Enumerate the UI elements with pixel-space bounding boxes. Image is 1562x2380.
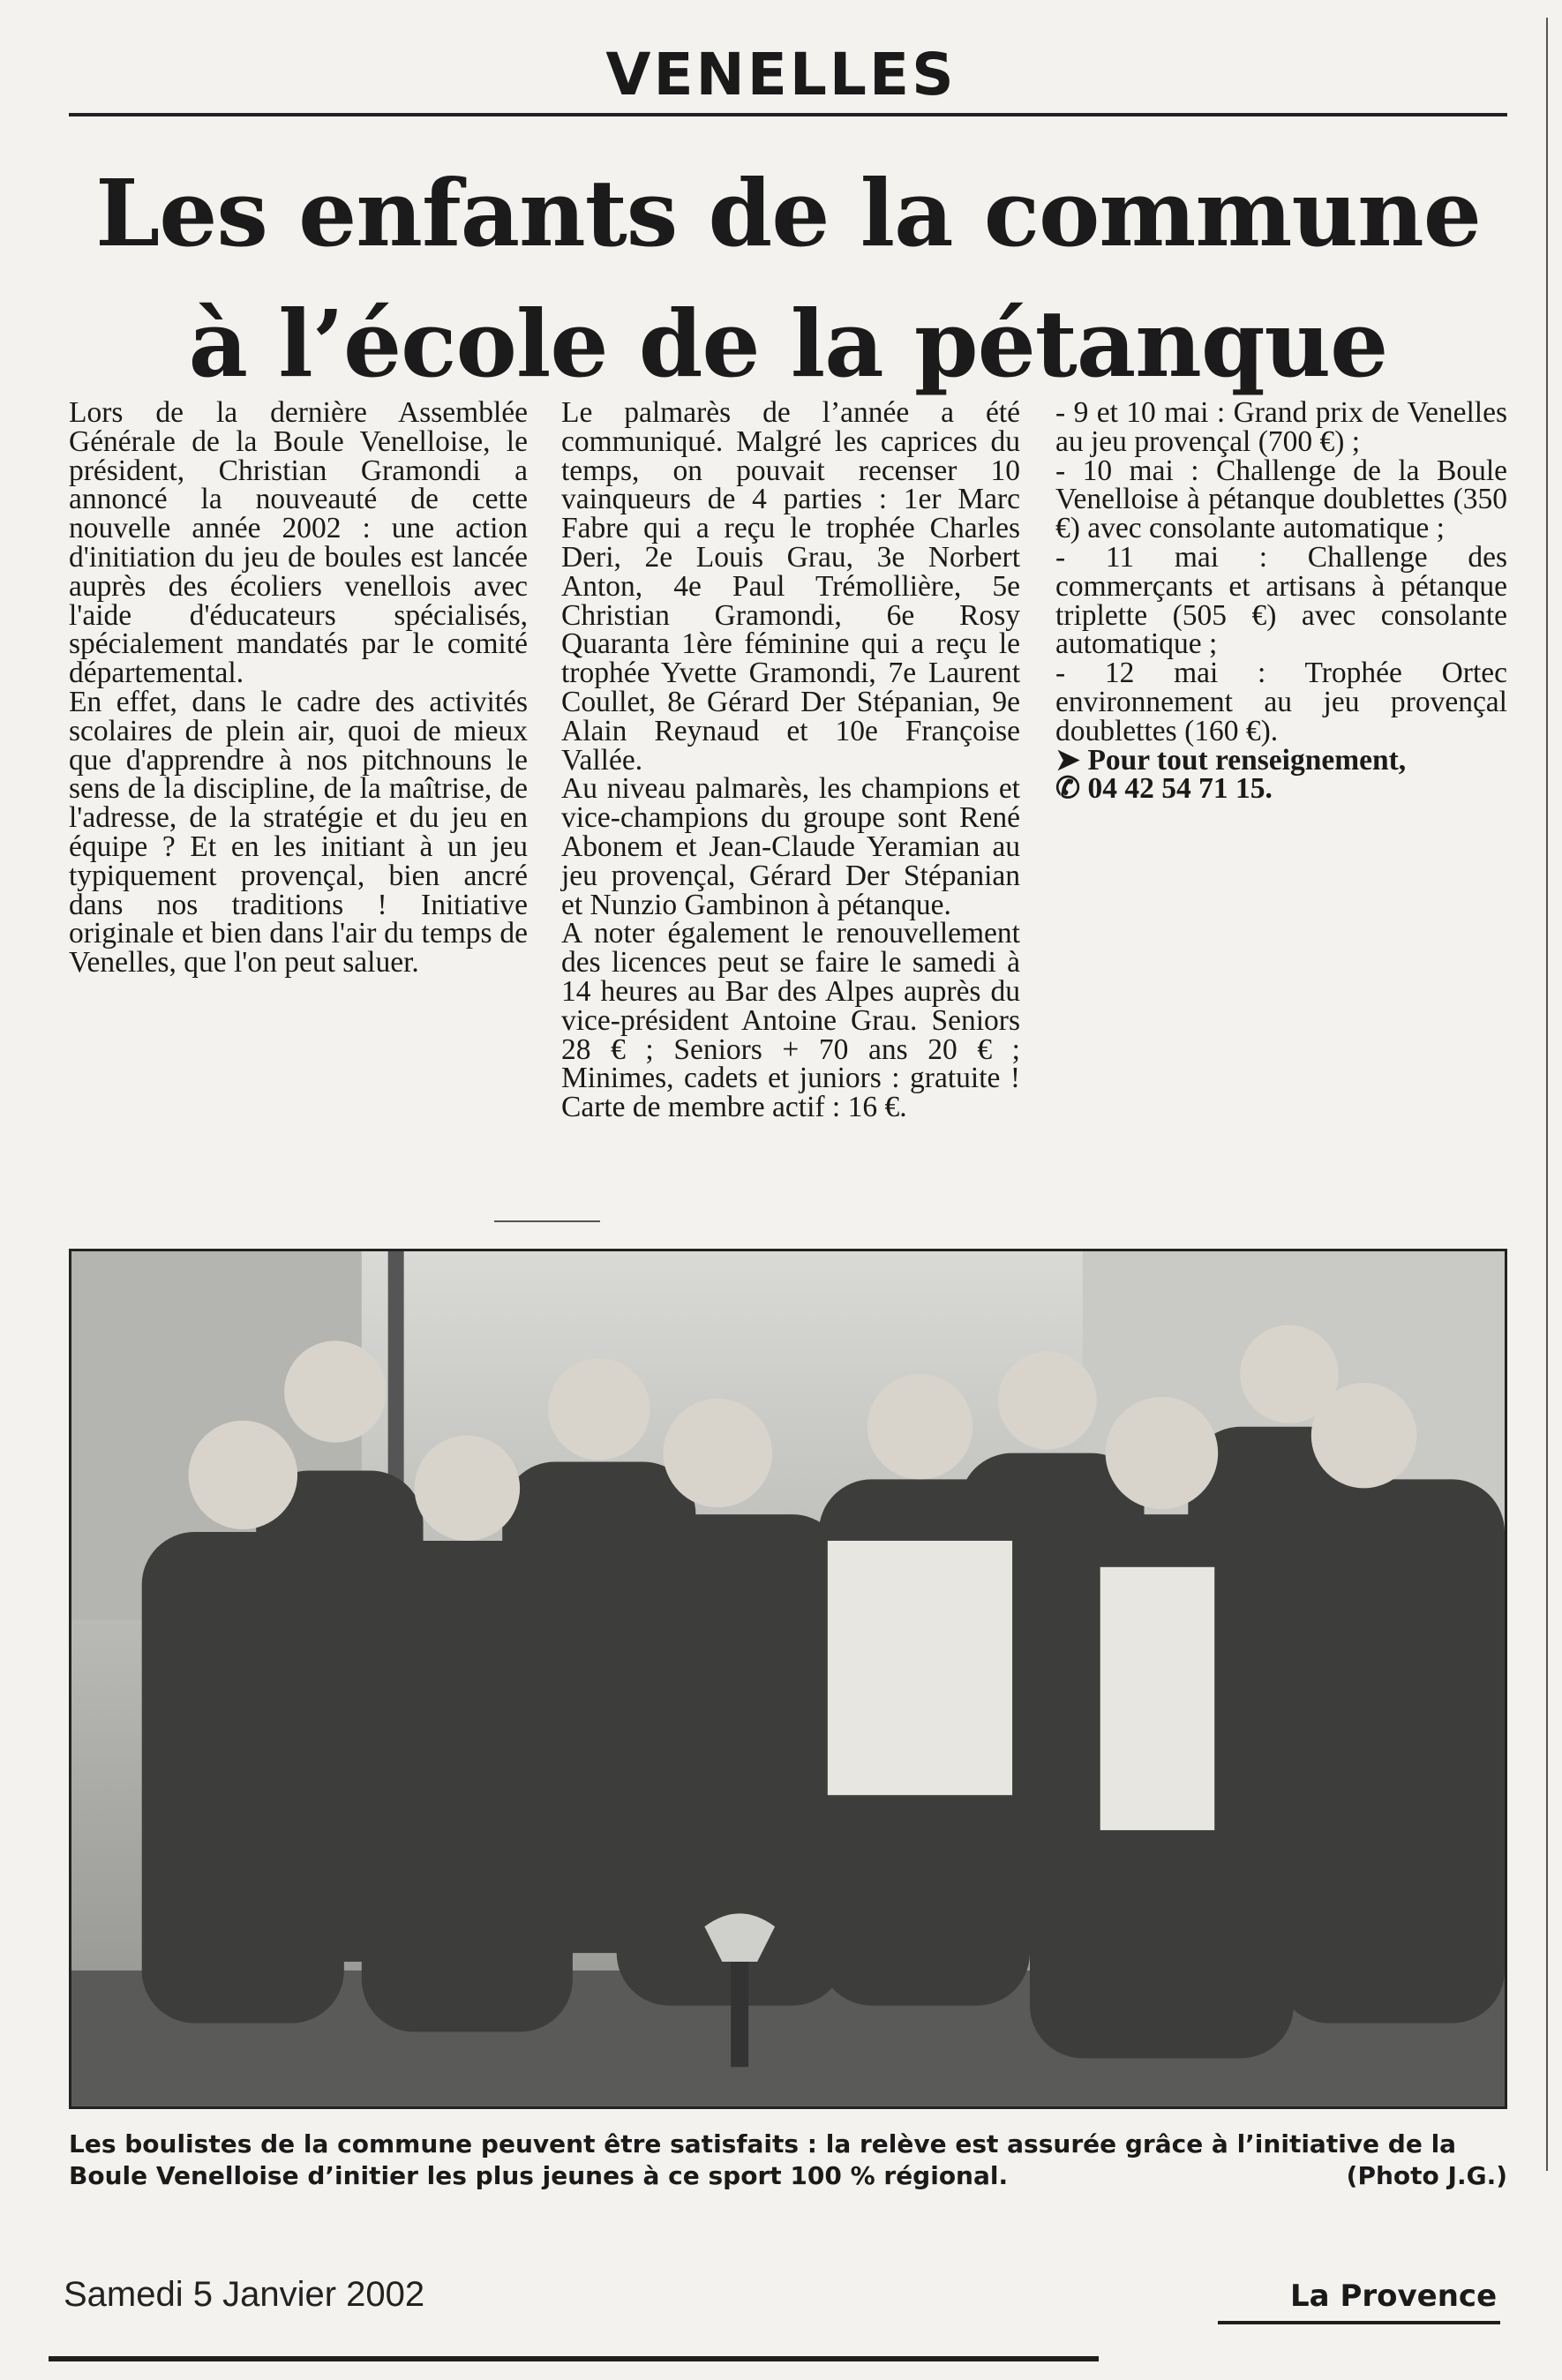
page-edge-line <box>1546 18 1548 2171</box>
photo-credit: (Photo J.G.) <box>1346 2161 1507 2190</box>
paragraph: Le palmarès de l’année a été communiqué. Malgré les caprices du temps, on pouvait recenser 10 vainqueurs de 4 parties : 1er Marc Fabre qui a reçu le trophée Charles Deri, 2e Louis Grau, 3e Norbert Anton, 4e Paul Trémollière, 5e Christian Gramondi, 6e Rosy Quaranta 1ère féminine qui a reçu le trophée Yvette Gramondi, 7e Laurent Coullet, 8e Gérard Der Stépanian, 9e Alain Reynaud et 10e Françoise Vallée. <box>561 396 1020 777</box>
section-rule <box>69 113 1507 116</box>
photo-caption <box>69 2128 1507 2192</box>
group-photo-icon <box>71 1251 1505 2106</box>
paragraph: Lors de la dernière Assemblée Générale de la Boule Venelloise, le président, Christian Gramondi a annoncé la nouveauté de cette nouvelle année 2002 : une action d'initiation du jeu de boules est lancée auprès des écoliers venellois avec l'aide d'éducateurs spécialisés, spécialement mandatés par le comité départemental. <box>69 396 528 690</box>
paragraph: En effet, dans le cadre des activités scolaires de plein air, quoi de mieux que d'apprendre à nos pitchnouns le sens de la discipline, de la maîtrise, de l'adresse, de la stratégie et du jeu en équipe ? Et en les initiant à un jeu typiquement provençal, bien ancré dans nos traditions ! Initiative originale et bien dans l'air du temps de Venelles, que l'on peut saluer. <box>69 685 528 980</box>
column-end-rule <box>494 1220 600 1222</box>
headline-line-2: à l’école de la pétanque <box>188 289 1388 398</box>
group-photo <box>69 1249 1507 2109</box>
headline-line-1: Les enfants de la commune <box>95 159 1481 267</box>
paragraph: - 10 mai : Challenge de la Boule Venelloise à pétanque doublettes (350 €) avec consolante automatique ; <box>1055 454 1507 545</box>
paragraph: Au niveau palmarès, les champions et vice-champions du groupe sont René Abonem et Jean-Claude Yeramian au jeu provençal, Gérard Der Stépanian et Nunzio Gambinon à pétanque. <box>561 772 1020 921</box>
paragraph: - 9 et 10 mai : Grand prix de Venelles au jeu provençal (700 €) ; <box>1055 396 1507 458</box>
edition-date: Samedi 5 Janvier 2002 <box>64 2275 425 2314</box>
contact-label: ➤ Pour tout renseignement, <box>1055 743 1407 777</box>
paragraph: - 12 mai : Trophée Ortec environnement au jeu provençal doublettes (160 €). <box>1055 657 1507 747</box>
caption-text: Les boulistes de la commune peuvent être satisfaits : la relève est assurée grâce à l’initiative de la Boule Venelloise d’initier les plus jeunes à ce sport 100 % régional. <box>69 2129 1457 2190</box>
article-headline <box>69 148 1507 409</box>
section-heading: VENELLES <box>605 41 957 109</box>
newspaper-brand: La Provence <box>1290 2279 1498 2314</box>
paragraph: - 11 mai : Challenge des commerçants et artisans à pétanque triplette (505 €) avec consolante automatique ; <box>1055 540 1507 661</box>
footer-rule-right <box>1218 2321 1500 2324</box>
article-column-2 <box>561 396 1020 1124</box>
article-column-3 <box>1055 396 1507 806</box>
contact-phone: ✆ 04 42 54 71 15. <box>1055 772 1273 806</box>
article-column-1 <box>69 396 528 980</box>
paragraph: A noter également le renouvellement des licences peut se faire le samedi à 14 heures au Bar des Alpes auprès du vice-président Antoine Grau. Seniors 28 € ; Seniors + 70 ans 20 € ; Minimes, cadets et juniors : gratuite ! Carte de membre actif : 16 €. <box>561 917 1020 1124</box>
footer-rule-left <box>49 2356 1099 2361</box>
